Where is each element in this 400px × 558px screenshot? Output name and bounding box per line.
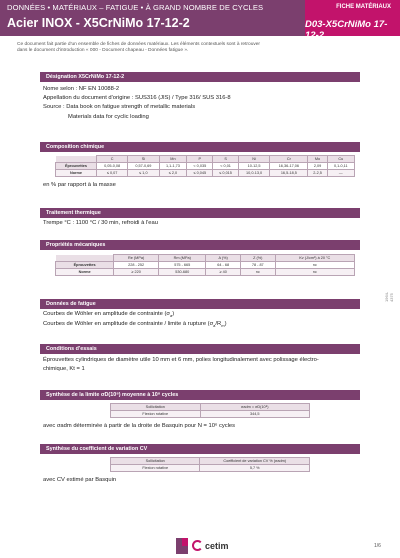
table-header-cell: Ni <box>238 156 269 163</box>
table-cell: Flexion rotative <box>111 411 201 418</box>
table-header-cell: Cr <box>270 156 308 163</box>
page-title: Acier INOX - X5CrNiMo 17-12-2 <box>7 16 190 30</box>
header-bar <box>0 0 400 41</box>
appellation-line: Appellation du document d'origine : SUS316 (JIS) / Type 316/ SUS 316-8 <box>43 95 231 102</box>
section-essais <box>40 356 360 374</box>
table-header-cell: Coefficient de variation CV % (σadm) <box>200 458 310 465</box>
table-cell: < 0,01 <box>213 163 239 170</box>
table-cell: 10,0-13,0 <box>238 170 269 177</box>
table-row <box>56 269 355 276</box>
intro-text <box>17 42 377 54</box>
table-row <box>56 262 355 269</box>
table-cell: 0,1-0,11 <box>327 163 354 170</box>
table-header-row <box>56 255 355 262</box>
essais-line-1: Éprouvettes cylindriques de diamètre utile 10 mm et 6 mm, polies longitudinalement avec polissage électro- <box>43 357 319 363</box>
footer-mark-icon <box>176 538 188 554</box>
fatigue-line-1: Courbes de Wöhler en amplitude de contrainte $(\sigma_a)$ <box>43 311 175 319</box>
table-cell: 5,7 % <box>200 465 310 472</box>
table-cell: 78 - 87 <box>240 262 275 269</box>
section-traitement-heading: Traitement thermique <box>40 208 360 218</box>
synthese-cv-note-wrap <box>40 476 360 485</box>
section-designation-heading: Désignation X5CrNiMo 17-12-2 <box>40 72 360 82</box>
table-header-cell: Mo <box>308 156 327 163</box>
table-corner <box>56 255 114 262</box>
table-cell: 1,1-1,73 <box>159 163 187 170</box>
table-row <box>56 170 355 177</box>
fatigue-line-2: Courbes de Wöhler en amplitude de contrainte / limite à rupture $(\sigma_a/R_m)$ <box>43 321 227 329</box>
table-cell: 530-680 <box>159 269 206 276</box>
table-cell: 575 - 665 <box>159 262 206 269</box>
table-cell: ≤ 0,045 <box>187 170 213 177</box>
fiche-badge <box>305 0 400 41</box>
section-composition-heading: Composition chimique <box>40 142 360 152</box>
source-line: Source : Data book on fatigue strength of metallic materials <box>43 104 196 111</box>
synthese-limite-note: avec σadm déterminée à partir de la droite de Basquin pour N = 10⁶ cycles <box>43 423 236 429</box>
table-header-cell: Sollicitation <box>111 458 200 465</box>
table-header-cell: Cu <box>327 156 354 163</box>
table-row <box>111 465 310 472</box>
section-synthese-limite-heading: Synthèse de la limite σD(10⁸) moyenne à 10⁸ cycles <box>40 390 360 400</box>
table-header-cell: Kv (J/cm²) à 20 °C <box>275 255 354 262</box>
table-cell: ≥ 220 <box>114 269 159 276</box>
traitement-line: Trempe °C : 1100 °C / 30 min, refroidi à l'eau <box>43 220 158 226</box>
table-row-label: Norme <box>56 269 114 276</box>
page-number: 1/6 <box>374 543 381 549</box>
table-cell: ≤ 2,0 <box>159 170 187 177</box>
table-row <box>56 163 355 170</box>
synthese-limite-table <box>110 403 310 418</box>
table-cell: 228 - 252 <box>114 262 159 269</box>
section-designation <box>40 85 360 122</box>
table-header-cell: C <box>96 156 127 163</box>
fiche-label: FICHE MATÉRIAUX <box>336 4 391 10</box>
synthese-limite-note-wrap <box>40 422 360 431</box>
breadcrumb: DONNÉES • MATÉRIAUX – FATIGUE • À GRAND NOMBRE DE CYCLES <box>7 3 264 12</box>
side-code: 1964-4375 <box>384 291 394 302</box>
table-row-label: Éprouvettes <box>56 163 97 170</box>
footer-mark-segment <box>182 538 188 546</box>
table-header-cell: Mn <box>159 156 187 163</box>
table-cell: ≤ 0,015 <box>213 170 239 177</box>
table-cell: ≤ 0,07 <box>96 170 127 177</box>
intro-line-1: Ce document fait partie d'un ensemble de fiches de données matériaux. Les éléments contextuels sont à retrouver <box>17 42 261 47</box>
table-row-label: Éprouvettes <box>56 262 114 269</box>
section-essais-heading: Conditions d'essais <box>40 344 360 354</box>
table-header-row <box>111 458 310 465</box>
table-corner <box>56 156 97 163</box>
table-header-row <box>56 156 355 163</box>
table-cell: < 0,035 <box>187 163 213 170</box>
table-cell: 16,36-17,06 <box>270 163 308 170</box>
norm-line: Nome selon : NF EN 10088-2 <box>43 86 120 92</box>
table-cell: 10-12,5 <box>238 163 269 170</box>
table-header-cell: σadm = σD(10⁸) <box>200 404 309 411</box>
synthese-cv-table <box>110 457 310 472</box>
table-cell: Flexion rotative <box>111 465 200 472</box>
table-header-cell: Z (%) <box>240 255 275 262</box>
table-cell: 16,5-18,5 <box>270 170 308 177</box>
table-row-label: Norme <box>56 170 97 177</box>
composition-note: en % par rapport à la masse <box>43 182 116 188</box>
table-cell: ≥ 40 <box>206 269 241 276</box>
table-cell: — <box>327 170 354 177</box>
table-header-cell: S <box>213 156 239 163</box>
table-header-cell: Re (MPa) <box>114 255 159 262</box>
synthese-cv-note: avec CV estimé par Basquin <box>43 477 117 483</box>
table-cell: nc <box>240 269 275 276</box>
section-mecaniques-heading: Propriétés mécaniques <box>40 240 360 250</box>
table-header-cell: A (%) <box>206 255 241 262</box>
table-header-cell: Si <box>128 156 159 163</box>
cetim-logo-icon <box>192 540 203 551</box>
table-cell: 64 - 68 <box>206 262 241 269</box>
table-cell: ≤ 1,0 <box>128 170 159 177</box>
table-cell: 0,57-0,69 <box>128 163 159 170</box>
fiche-code: D03-X5CrNiMo 17-12-2 <box>305 19 388 41</box>
intro-line-2: dans le document d'introduction « 000 - Document chapeau - Données fatigue ». <box>17 48 189 53</box>
table-cell: nc <box>275 262 354 269</box>
table-cell: 0,05-0,08 <box>96 163 127 170</box>
table-header-row <box>111 404 310 411</box>
table-cell: 2-2,5 <box>308 170 327 177</box>
composition-table <box>55 155 355 177</box>
essais-line-2: chimique, Kt = 1 <box>43 366 85 373</box>
section-fatigue <box>40 310 360 331</box>
section-fatigue-heading: Données de fatigue <box>40 299 360 309</box>
table-cell: 344,5 <box>200 411 309 418</box>
table-header-cell: Sollicitation <box>111 404 201 411</box>
table-header-cell: P <box>187 156 213 163</box>
section-synthese-cv-heading: Synthèse du coefficient de variation CV <box>40 444 360 454</box>
section-traitement <box>40 219 360 228</box>
cetim-logo <box>192 540 229 551</box>
composition-note-wrap <box>40 181 360 190</box>
table-header-cell: Rm (MPa) <box>159 255 206 262</box>
table-row <box>111 411 310 418</box>
table-cell: nc <box>275 269 354 276</box>
mecaniques-table <box>55 254 355 276</box>
table-cell: 2,09 <box>308 163 327 170</box>
source-cont-line: Materials data for cyclic loading <box>68 113 149 120</box>
cetim-wordmark: cetim <box>205 540 229 551</box>
